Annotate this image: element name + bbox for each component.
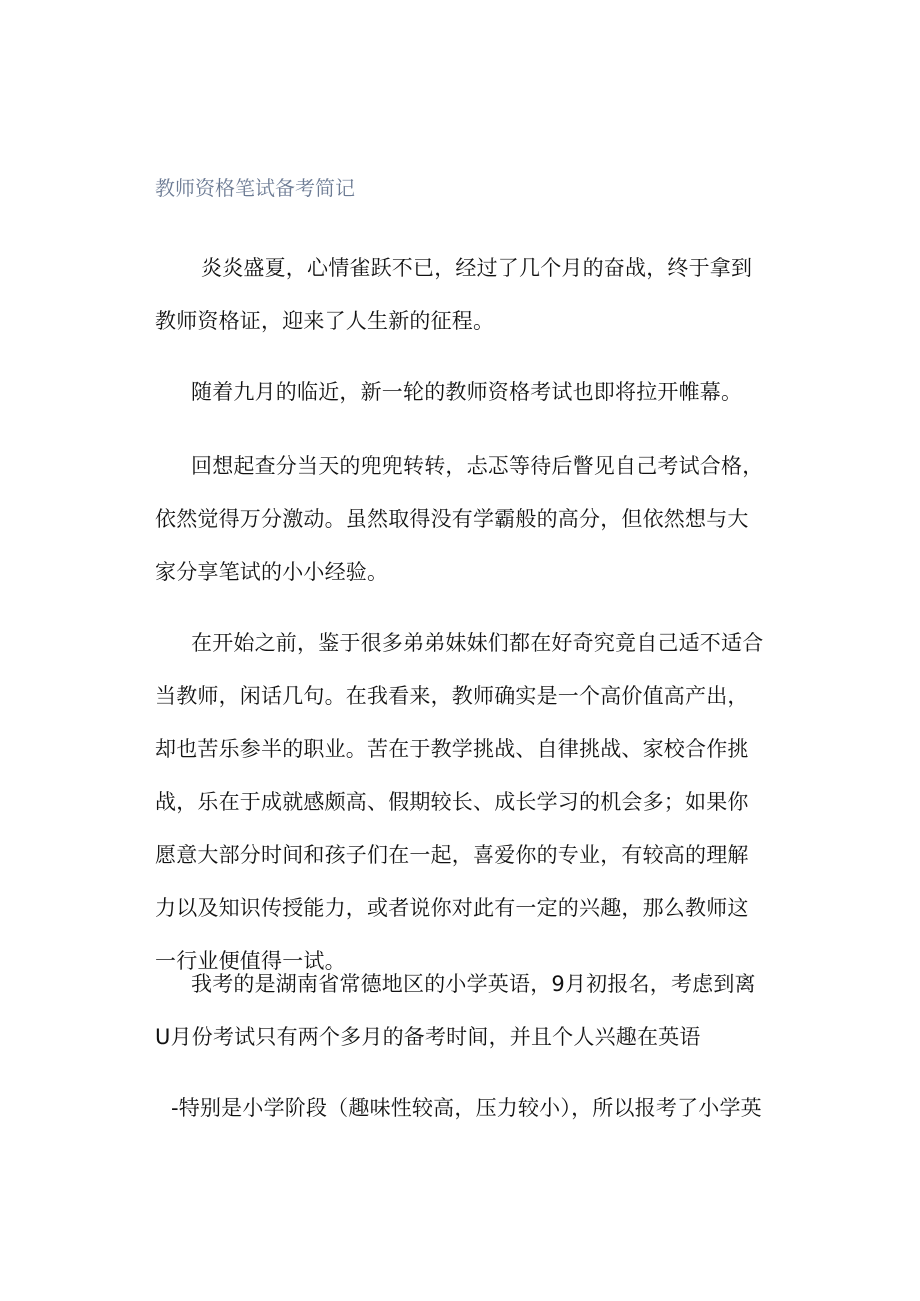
paragraph-2: 随着九月的临近，新一轮的教师资格考试也即将拉开帷幕。 — [191, 380, 743, 404]
paragraph-3: 回想起查分当天的兜兜转转，忐忑等待后瞥见自己考试合格，依然觉得万分激动。虽然取得没有学霸般的高分，但依然想与大家分享笔试的小小经验。 — [155, 454, 764, 584]
paragraph-4: 在开始之前，鉴于很多弟弟妹妹们都在好奇究竟自己适不适合当教师，闲话几句。在我看来，教师确实是一个高价值高产出，却也苦乐参半的职业。苦在于教学挑战、自律挑战、家校合作挑战，乐在于成就感颇高、假期较长、成长学习的机会多；如果你愿意大部分时间和孩子们在一起，喜爱你的专业，有较高的理解力以及知识传授能力，或者说你对此有一定的兴趣，那么教师这一行业便值得一试。 — [155, 631, 764, 973]
document-title: 教师资格笔试备考简记 — [155, 176, 355, 200]
paragraph-6: -特别是小学阶段（趣味性较高，压力较小），所以报考了小学英 — [171, 1096, 762, 1120]
paragraph-1: 炎炎盛夏，心情雀跃不已，经过了几个月的奋战，终于拿到教师资格证，迎来了人生新的征程。 — [155, 256, 753, 333]
paragraph-5: 我考的是湖南省常德地区的小学英语，9月初报名，考虑到离U月份考试只有两个多月的备考时间，并且个人兴趣在英语 — [155, 972, 756, 1049]
